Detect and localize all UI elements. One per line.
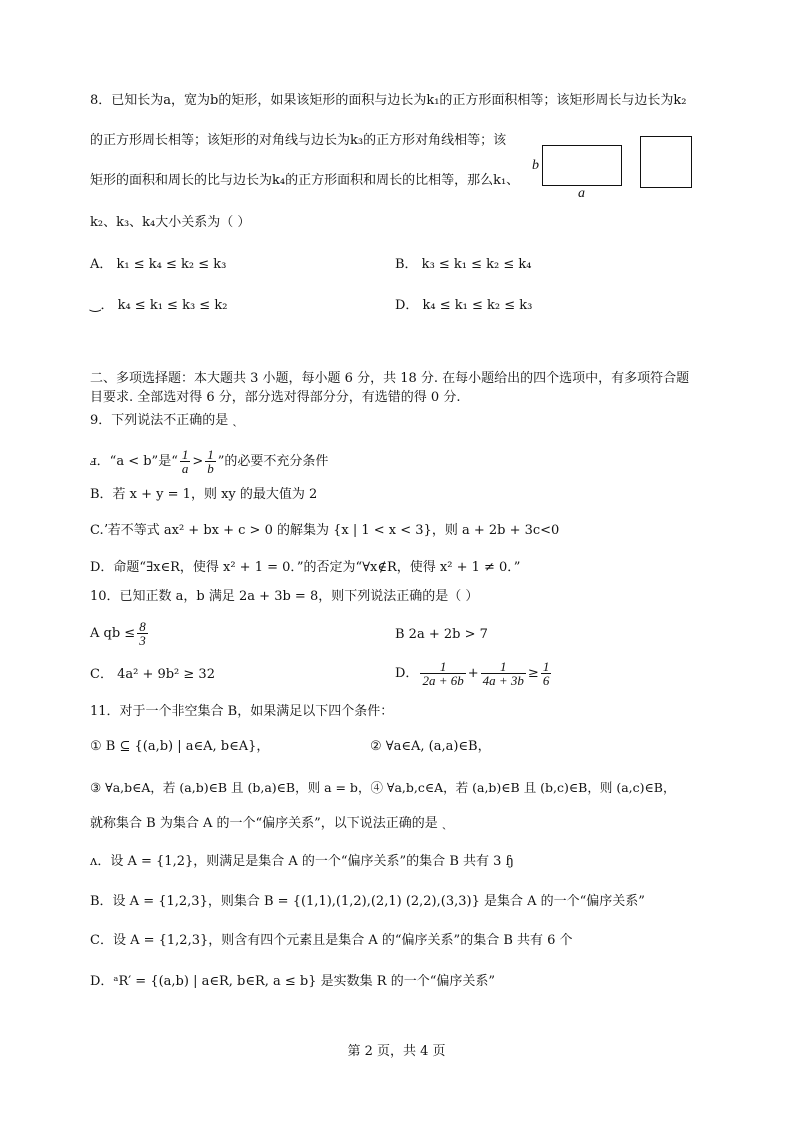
q8-option-a: A． k₁ ≤ k₄ ≤ k₂ ≤ k₃ xyxy=(90,257,227,272)
q9-gt-sign: > xyxy=(192,454,204,469)
q10-fraction-d2 xyxy=(481,660,526,687)
fraction-numerator: 1 xyxy=(181,447,189,462)
q11-option-a: ʌ．设 A = {1,2}，则满足是集合 A 的一个“偏序关系”的集合 B 共有 3 ɧ xyxy=(90,854,514,869)
section2-line1: 二、多项选择题：本大题共 3 小题，每小题 6 分，共 18 分. 在每小题给出的四个选项中，有多项符合题 xyxy=(90,371,690,386)
fraction-numerator: 1 xyxy=(207,447,214,462)
q9-option-a-suffix: ”的必要不充分条件 xyxy=(217,454,329,469)
q11-definition: 就称集合 B 为集合 A 的一个“偏序关系”，以下说法正确的是 ˎ xyxy=(90,816,447,831)
q8-line3: 矩形的面积和周长的比与边长为k₄的正方形面积和周长的比相等，那么k₁、 xyxy=(90,173,520,188)
q8-option-d: D． k₄ ≤ k₁ ≤ k₂ ≤ k₃ xyxy=(395,298,533,313)
q9-option-a-prefix: ⅎ．“a < b”是“ xyxy=(90,454,178,469)
q10-plus-sign: + xyxy=(467,666,479,681)
rect-length-label: a xyxy=(578,186,585,201)
fraction-numerator: 1 xyxy=(542,659,550,674)
q8-option-b: B． k₃ ≤ k₁ ≤ k₂ ≤ k₄ xyxy=(395,257,532,272)
q8-line2: 的正方形周长相等；该矩形的对角线与边长为k₃的正方形对角线相等；该 xyxy=(90,133,507,148)
fraction-denominator: 6 xyxy=(542,673,550,688)
fraction-numerator: 8 xyxy=(139,619,146,634)
q10-option-a-prefix: A qb ≤ xyxy=(90,626,136,641)
q10-option-a xyxy=(90,620,150,647)
q8-line4: k₂、k₃、k₄大小关系为（ ） xyxy=(90,215,251,230)
q10-option-c: C． 4a² + 9b² ≥ 32 xyxy=(90,667,215,682)
q10-fraction-d3 xyxy=(541,660,552,687)
q10-stem: 10．已知正数 a，b 满足 2a + 3b = 8，则下列说法正确的是（ ） xyxy=(90,589,479,604)
square-figure xyxy=(640,136,692,188)
q11-condition-3-4: ③ ∀a,b∈A，若 (a,b)∈B 且 (b,a)∈B，则 a = b，④ ∀a,b,c∈A，若 (a,b)∈B 且 (b,c)∈B，则 (a,c)∈B， xyxy=(90,780,676,795)
q11-condition-2: ② ∀a∈A, (a,a)∈B， xyxy=(370,739,491,754)
q11-stem: 11．对于一个非空集合 B，如果满足以下四个条件： xyxy=(90,704,394,719)
fraction-denominator: b xyxy=(207,461,214,476)
page-footer: 第 2 页，共 4 页 xyxy=(347,1044,446,1059)
q10-fraction-d1 xyxy=(420,660,465,687)
rectangle-figure xyxy=(542,145,622,186)
q9-option-b: B．若 x + y = 1，则 xy 的最大值为 2 xyxy=(90,487,318,502)
q10-option-d-prefix: D． xyxy=(395,666,419,681)
q10-fraction-a xyxy=(137,620,148,647)
q9-fraction-1 xyxy=(180,448,191,475)
q11-option-c: C．设 A = {1,2,3}，则含有四个元素且是集合 A 的“偏序关系”的集合 B 共有 6 个 xyxy=(90,933,573,948)
q10-option-d xyxy=(395,660,553,687)
q9-option-a xyxy=(90,448,328,475)
q8-option-c: ‿． k₄ ≤ k₁ ≤ k₃ ≤ k₂ xyxy=(90,298,228,313)
q9-option-c: C.ʼ若不等式 ax² + bx + c > 0 的解集为 {x | 1 < x < 3}，则 a + 2b + 3c<0 xyxy=(90,523,560,538)
q9-fraction-2 xyxy=(205,448,216,475)
fraction-numerator: 1 xyxy=(481,660,526,674)
q9-option-d: D．命题“∃x∈R，使得 x² + 1 = 0．”的否定为“∀x∉R，使得 x² + 1 ≠ 0．” xyxy=(90,560,521,575)
q10-option-b: B 2a + 2b > 7 xyxy=(395,627,488,642)
fraction-denominator: 3 xyxy=(139,633,146,648)
q8-line1: 8．已知长为a，宽为b的矩形，如果该矩形的面积与边长为k₁的正方形面积相等；该矩形周长与边长为k₂ xyxy=(90,93,687,108)
q11-option-b: B．设 A = {1,2,3}，则集合 B = {(1,1),(1,2),(2,1) (2,2),(3,3)} 是集合 A 的一个“偏序关系” xyxy=(90,894,645,909)
q9-stem: 9．下列说法不正确的是 ˎ xyxy=(90,413,237,428)
section2-line2: 目要求. 全部选对得 6 分，部分选对得部分分，有选错的得 0 分. xyxy=(90,390,461,405)
fraction-denominator: 2a + 6b xyxy=(422,673,464,688)
q11-condition-1: ① B ⊆ {(a,b) | a∈A, b∈A}， xyxy=(90,739,270,754)
rect-width-label: b xyxy=(532,158,539,173)
q11-option-d: D．ᵃR′ = {(a,b) | a∈R, b∈R, a ≤ b} 是实数集 R 的一个“偏序关系” xyxy=(90,974,495,989)
q10-ge-sign: ≥ xyxy=(527,666,539,681)
fraction-denominator: a xyxy=(181,461,189,476)
fraction-numerator: 1 xyxy=(420,660,465,674)
fraction-denominator: 4a + 3b xyxy=(482,673,524,688)
